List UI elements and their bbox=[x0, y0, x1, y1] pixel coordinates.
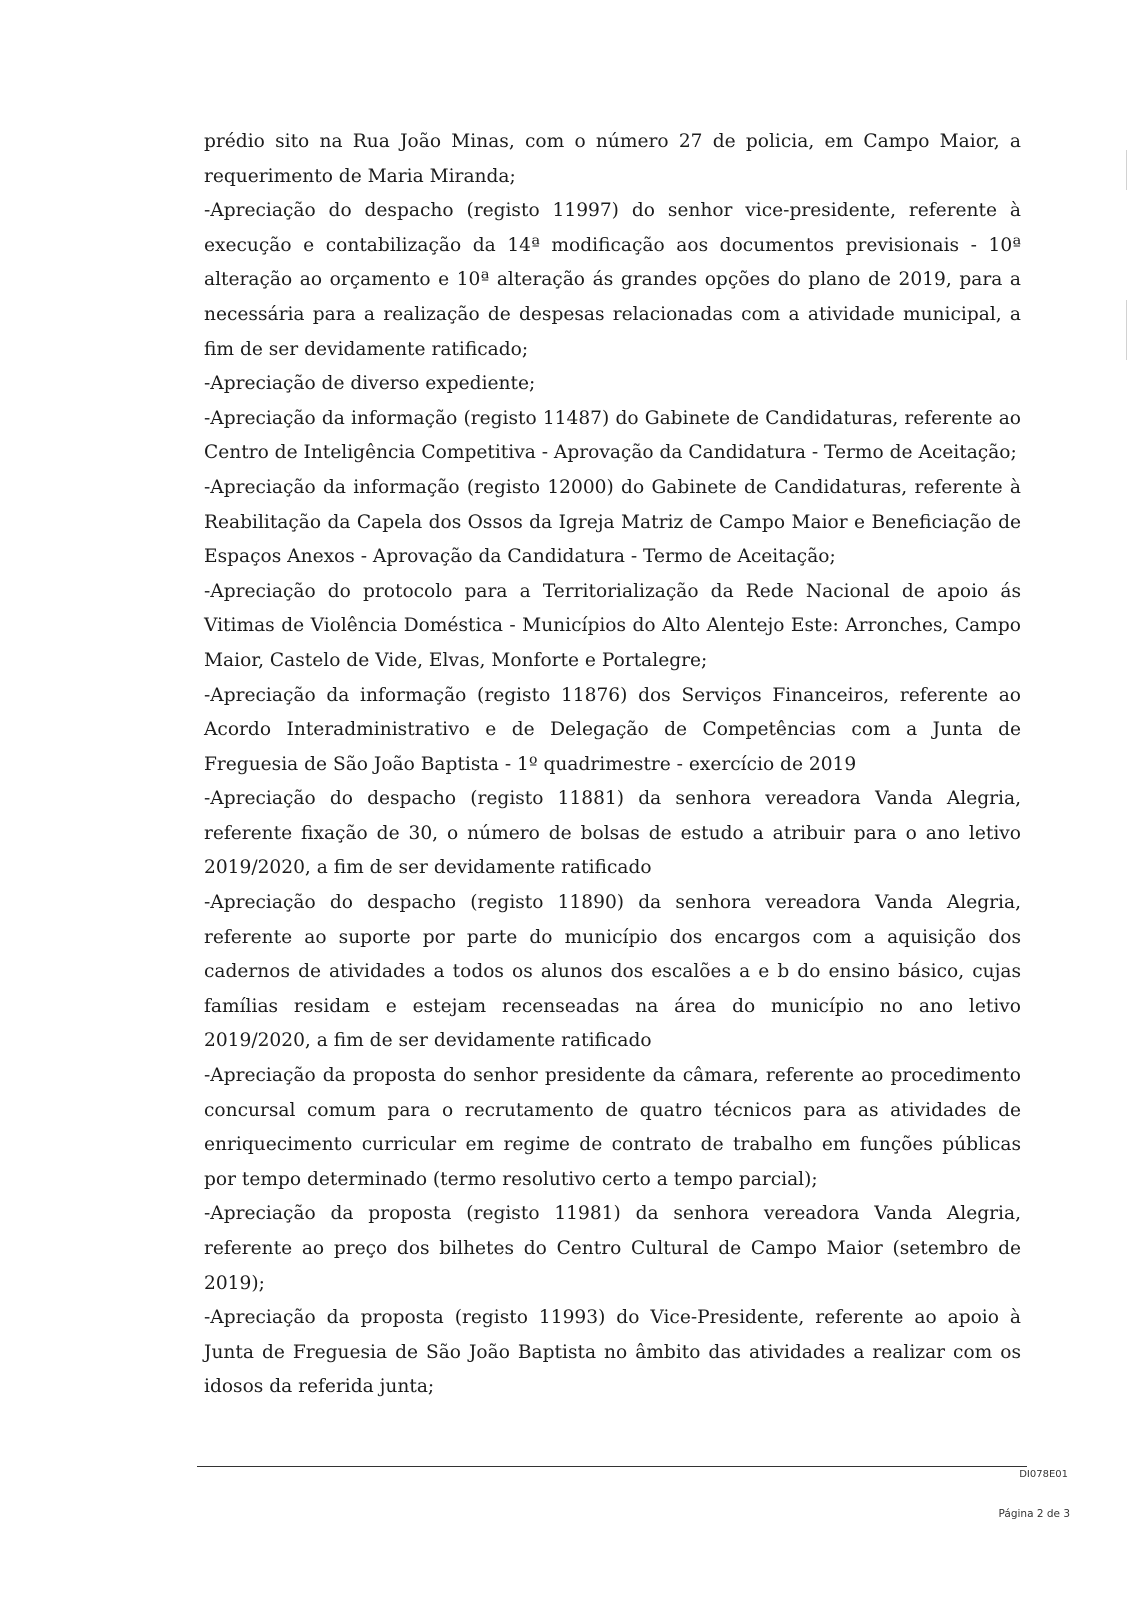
scan-edge-mark bbox=[1126, 300, 1127, 360]
paragraph: -Apreciação do despacho (registo 11881) da senhora vereadora Vanda Alegria, referente fixação de 30, o número de bolsas de estudo a atribuir para o ano letivo 2019/2020, a fim de ser devidamente ratificado bbox=[204, 788, 1021, 879]
paragraph: -Apreciação da informação (registo 11487) do Gabinete de Candidaturas, referente ao Centro de Inteligência Competitiva - Aprovação da Candidatura - Termo de Aceitação; bbox=[204, 407, 1021, 464]
paragraph: -Apreciação da proposta (registo 11993) do Vice-Presidente, referente ao apoio à Junta de Freguesia de São João Baptista no âmbito das atividades a realizar com os idosos da referida junta; bbox=[204, 1307, 1021, 1398]
paragraph: -Apreciação da proposta (registo 11981) da senhora vereadora Vanda Alegria, referente ao preço dos bilhetes do Centro Cultural de Campo Maior (setembro de 2019); bbox=[204, 1203, 1021, 1294]
paragraph: prédio sito na Rua João Minas, com o número 27 de policia, em Campo Maior, a requerimento de Maria Miranda; bbox=[204, 131, 1021, 187]
paragraph: -Apreciação da proposta do senhor presidente da câmara, referente ao procedimento concursal comum para o recrutamento de quatro técnicos para as atividades de enriquecimento curricular em regime de contrato de trabalho em funções públicas por tempo determinado (termo resolutivo certo a tempo parcial); bbox=[204, 1065, 1021, 1190]
paragraph: -Apreciação da informação (registo 12000) do Gabinete de Candidaturas, referente à Reabilitação da Capela dos Ossos da Igreja Matriz de Campo Maior e Beneficiação de Espaços Anexos - Aprovação da Candidatura - Termo de Aceitação; bbox=[204, 476, 1021, 568]
document-body bbox=[204, 125, 1021, 1405]
document-code: DI078E01 bbox=[1019, 1469, 1068, 1480]
scan-edge-mark bbox=[1126, 150, 1127, 190]
footer-divider bbox=[197, 1466, 1027, 1467]
page-number: Página 2 de 3 bbox=[998, 1508, 1070, 1520]
paragraph: -Apreciação da informação (registo 11876) dos Serviços Financeiros, referente ao Acordo Interadministrativo e de Delegação de Competências com a Junta de Freguesia de São João Baptista - 1º quadrimestre - exercício de 2019 bbox=[204, 684, 1021, 775]
paragraph: -Apreciação de diverso expediente; bbox=[204, 373, 536, 395]
paragraph: -Apreciação do protocolo para a Territorialização da Rede Nacional de apoio ás Vitimas de Violência Doméstica - Municípios do Alto Alentejo Este: Arronches, Campo Maior, Castelo de Vide, Elvas, Monforte e Portalegre; bbox=[204, 580, 1021, 671]
paragraph: -Apreciação do despacho (registo 11890) da senhora vereadora Vanda Alegria, referente ao suporte por parte do município dos encargos com a aquisição dos cadernos de atividades a todos os alunos dos escalões a e b do ensino básico, cujas famílias residam e estejam recenseadas na área do município no ano letivo 2019/2020, a fim de ser devidamente ratificado bbox=[204, 892, 1021, 1052]
paragraph: -Apreciação do despacho (registo 11997) do senhor vice-presidente, referente à execução e contabilização da 14ª modificação aos documentos previsionais - 10ª alteração ao orçamento e 10ª alteração ás grandes opções do plano de 2019, para a necessária para a realização de despesas relacionadas com a atividade municipal, a fim de ser devidamente ratificado; bbox=[204, 200, 1021, 360]
